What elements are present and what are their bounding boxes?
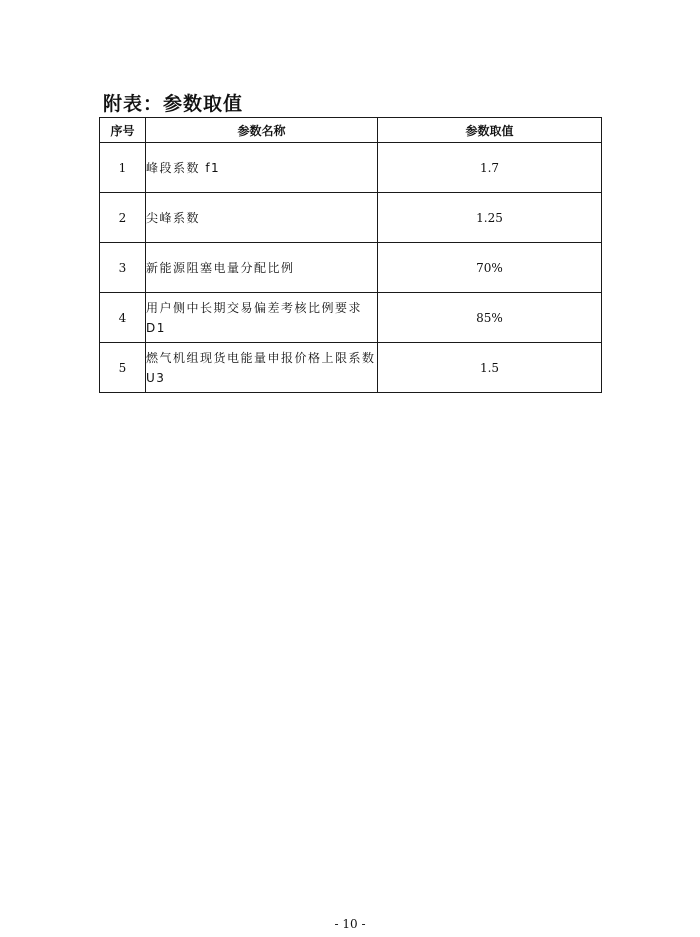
cell-no: 5 xyxy=(100,343,146,393)
table-row xyxy=(100,293,602,343)
header-no: 序号 xyxy=(100,118,146,143)
cell-name: 燃气机组现货电能量申报价格上限系数 U3 xyxy=(146,343,378,393)
cell-name: 尖峰系数 xyxy=(146,193,378,243)
table-header-row xyxy=(100,118,602,143)
table-row xyxy=(100,193,602,243)
table-row xyxy=(100,343,602,393)
cell-value: 1.5 xyxy=(378,343,602,393)
cell-value: 1.7 xyxy=(378,143,602,193)
cell-no: 1 xyxy=(100,143,146,193)
cell-no: 2 xyxy=(100,193,146,243)
cell-name: 峰段系数 f1 xyxy=(146,143,378,193)
page-title: 附表：参数取值 xyxy=(103,93,244,115)
cell-value: 70% xyxy=(378,243,602,293)
page-number: - 10 - xyxy=(334,917,366,931)
table-row xyxy=(100,243,602,293)
header-value: 参数取值 xyxy=(378,118,602,143)
cell-value: 1.25 xyxy=(378,193,602,243)
header-name: 参数名称 xyxy=(146,118,378,143)
cell-name: 新能源阻塞电量分配比例 xyxy=(146,243,378,293)
cell-no: 3 xyxy=(100,243,146,293)
cell-no: 4 xyxy=(100,293,146,343)
parameter-table xyxy=(99,117,602,393)
cell-name: 用户侧中长期交易偏差考核比例要求 D1 xyxy=(146,293,378,343)
cell-value: 85% xyxy=(378,293,602,343)
table-row xyxy=(100,143,602,193)
